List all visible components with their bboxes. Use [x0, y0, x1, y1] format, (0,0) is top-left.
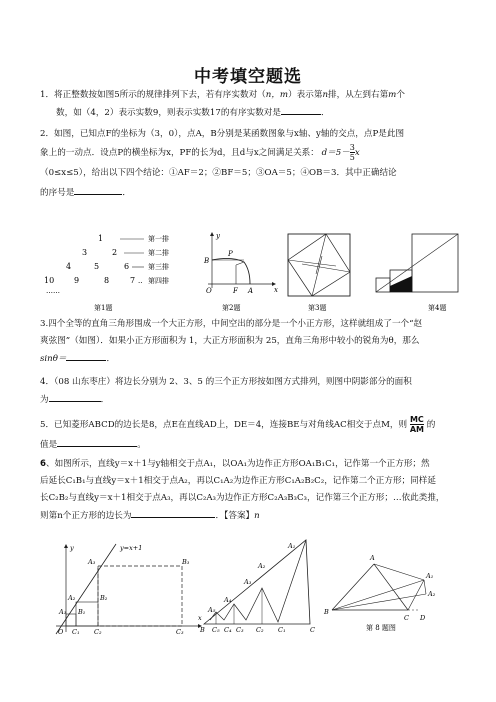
- fig2-A-label: A: [248, 287, 254, 295]
- fig7-C-label: C: [310, 626, 315, 634]
- q2-frac-num: 3: [349, 143, 355, 152]
- figure-8: [323, 554, 436, 632]
- fig1-row4-num: 7: [130, 276, 136, 285]
- figure-1: [44, 234, 169, 312]
- q5-answer-blank[interactable]: [57, 436, 137, 447]
- q5-after: 的: [426, 420, 436, 430]
- figure-4: [376, 234, 458, 312]
- fig1-row3-num: 6: [124, 262, 130, 271]
- svg-text:..: ..: [138, 277, 143, 285]
- q5-end: 。: [137, 440, 146, 450]
- q4-line1: 4．（08 山东枣庄）将边长分别为 2、3、5 的三个正方形按如图方式排列，则图中阴影部分的面积: [40, 377, 412, 387]
- q1-line2: 数，如（4，2）表示实数9，则表示实数17的有序实数对是: [56, 108, 281, 118]
- q6-line4: 则第n个正方形的边长为: [40, 511, 132, 521]
- page-title: 中考填空题选: [194, 67, 302, 87]
- fig8-D-label: D: [420, 614, 426, 622]
- fig1-row4-label: 第四排: [148, 277, 169, 285]
- q2-line2: 象上的一动点．设点P的横坐标为x，PF的长为d，且d与x之间满足关系：: [40, 148, 319, 158]
- fig6-C1-label: C₁: [72, 628, 80, 636]
- fig7-C-sub-label: C₅: [212, 626, 220, 634]
- fig1-row3-num: 4: [66, 262, 72, 271]
- fig1-row2-num: 3: [82, 248, 88, 257]
- fig6-O-label: O: [58, 628, 64, 636]
- figure-2: [203, 232, 278, 312]
- fig2-O-label: O: [206, 287, 212, 295]
- fig7-C-sub-label: C₁: [278, 626, 286, 634]
- figures-row-1: [36, 232, 466, 316]
- figure-3: [288, 234, 350, 312]
- fig6-x-label: x: [198, 614, 202, 622]
- fig6-B1-label: B₁: [78, 608, 86, 616]
- fig7-A-label: A₂: [258, 562, 266, 570]
- fig4-caption: 第4题: [428, 304, 447, 312]
- q4-answer-blank[interactable]: [49, 391, 101, 402]
- q1-vars: n，m: [265, 90, 289, 100]
- q5-fraction: [410, 415, 424, 434]
- fig8-A1-label: A₁: [426, 572, 434, 580]
- q6-answer-blank[interactable]: [131, 507, 215, 518]
- fig6-C2-label: C₂: [94, 628, 102, 636]
- q6-line1: 、如图所示，直线y＝x＋1与y轴相交于点A₁，以OA₁为边作正方形OA₁B₁C₁，记作第一个正方形；然: [45, 459, 430, 469]
- q2-formula-x: x: [354, 148, 360, 158]
- question-4: [40, 374, 458, 409]
- q1-m: m: [388, 90, 397, 100]
- fig6-C3-label: C₃: [176, 628, 184, 636]
- fig1-caption: 第1题: [94, 304, 113, 312]
- fig1-row4-num: 8: [104, 276, 110, 285]
- fig2-B-label: B: [204, 257, 210, 265]
- q4-end: ．: [100, 395, 110, 405]
- fig6-A3-label: A₃: [88, 558, 96, 566]
- q1-text-f: 个: [396, 90, 405, 100]
- fig8-caption: 第 8 题图: [366, 624, 396, 632]
- q5-line1: 5．已知菱形ABCD的边长是8，点E在直线AD上，DE＝4，连接BE与对角线AC相交于点M，则: [40, 420, 408, 430]
- q6-answer: ．【答案】: [215, 511, 255, 521]
- question-2: [40, 126, 458, 202]
- fig6-y-label: y: [70, 544, 74, 552]
- fig1-row1-num: 1: [98, 234, 104, 243]
- q1-text-b: ）表示第: [288, 90, 323, 100]
- question-6: [40, 456, 458, 525]
- q1-text-d: 排，从左到右第: [328, 90, 389, 100]
- q3-answer-blank[interactable]: [66, 350, 106, 361]
- fig2-P-label: P: [228, 250, 233, 258]
- fig6-A2-label: A₂: [68, 594, 76, 602]
- figures-row-2: [48, 538, 468, 636]
- q6-number: 6: [40, 459, 46, 469]
- question-5: [40, 415, 458, 456]
- fig6-B2-label: B₂: [100, 594, 108, 602]
- fig2-x-label: x: [274, 286, 278, 294]
- fig8-A2-label: A₂: [428, 590, 436, 598]
- fig2-y-label: y: [216, 232, 220, 240]
- fig7-C-sub-label: C₄: [224, 626, 232, 634]
- q2-line3: （0≤x≤5），给出以下四个结论：①AF＝2；②BF＝5；③OA＝5；④OB＝3．其中正确结论: [40, 168, 397, 178]
- q2-frac-den: 5: [349, 153, 355, 162]
- fig2-caption: 第2题: [222, 304, 241, 312]
- q6-line2: 后延长C₁B₁与直线y＝x＋1相交于点A₂，再以C₁A₂为边作正方形C₁A₂B₂C₂，记作第二个正方形；同样延: [40, 476, 436, 486]
- q2-formula-lhs: d＝5－: [321, 148, 350, 158]
- fig1-more: ……: [46, 287, 60, 295]
- q3-line2: 爽弦图”（如图）．如果小正方形面积为 1，大正方形面积为 25，直角三角形中较小的锐角为θ，那么: [40, 336, 420, 346]
- fig7-C-sub-label: C₂: [256, 626, 264, 634]
- q2-answer-blank[interactable]: [74, 184, 122, 195]
- question-3: [40, 316, 458, 368]
- fig7-A-label: A₅: [208, 606, 216, 614]
- fig6-line-label: y=x+1: [120, 544, 143, 552]
- q6-line3: 长C₂B₂与直线y＝x＋1相交于点A₃，再以C₂A₃为边作正方形C₂A₃B₃C₃，记作第三个正方形；…依此类推，: [40, 493, 445, 503]
- fig6-B3-label: B₃: [182, 558, 190, 566]
- fig3-caption: 第3题: [308, 304, 327, 312]
- fig7-A-label: A₄: [224, 596, 232, 604]
- q1-text-a: 1．将正整数按如图5所示的规律排列下去，若有序实数对（: [40, 90, 266, 100]
- fig1-row3-label: 第三排: [148, 263, 169, 271]
- fig8-B-label: B: [324, 608, 329, 616]
- fig7-A-label: A₃: [244, 578, 252, 586]
- fig8-C-label: C: [404, 614, 409, 622]
- fig6-A1-label: A₁: [59, 608, 67, 616]
- q5-frac-num: MC: [409, 415, 424, 424]
- fig1-row1-label: 第一排: [148, 235, 169, 243]
- fig1-row2-label: 第二排: [148, 249, 169, 257]
- q1-end: ．: [321, 108, 330, 118]
- fig8-A-label: A: [370, 554, 375, 562]
- fig1-row4-num: 10: [44, 276, 55, 285]
- q2-end: ．: [122, 188, 131, 198]
- q2-line1: 2．如图，已知点F的坐标为（3，0），点A，B分别是某函数图象与x轴、y轴的交点，点P是此图: [40, 129, 405, 139]
- fig7-C-sub-label: C₃: [236, 626, 244, 634]
- fig7-B-label: B: [200, 626, 205, 634]
- q5-line2: 值是: [40, 440, 58, 450]
- fig7-A-label: A₁: [288, 542, 296, 550]
- fig1-row4-num: 9: [74, 276, 80, 285]
- question-1: [40, 87, 458, 122]
- q4-line2: 为: [40, 395, 49, 405]
- fig2-F-label: F: [233, 287, 238, 295]
- figure-7: [199, 540, 315, 634]
- fig1-row3-num: 5: [94, 262, 100, 271]
- q2-line4: 的序号是: [40, 188, 75, 198]
- q6-answer-tail: n: [254, 511, 260, 521]
- figure-6: [56, 544, 202, 636]
- q5-frac-den: AM: [409, 425, 424, 434]
- q3-line3: sinθ＝: [40, 354, 67, 364]
- q1-answer-blank[interactable]: [281, 104, 321, 115]
- fig1-row2-num: 2: [112, 248, 118, 257]
- q3-end: ．: [106, 354, 116, 364]
- q3-line1: 3.四个全等的直角三角形围成一个大正方形，中间空出的部分是一个小正方形，这样就组成了一个“赵: [40, 319, 423, 329]
- q1-n: n: [322, 90, 328, 100]
